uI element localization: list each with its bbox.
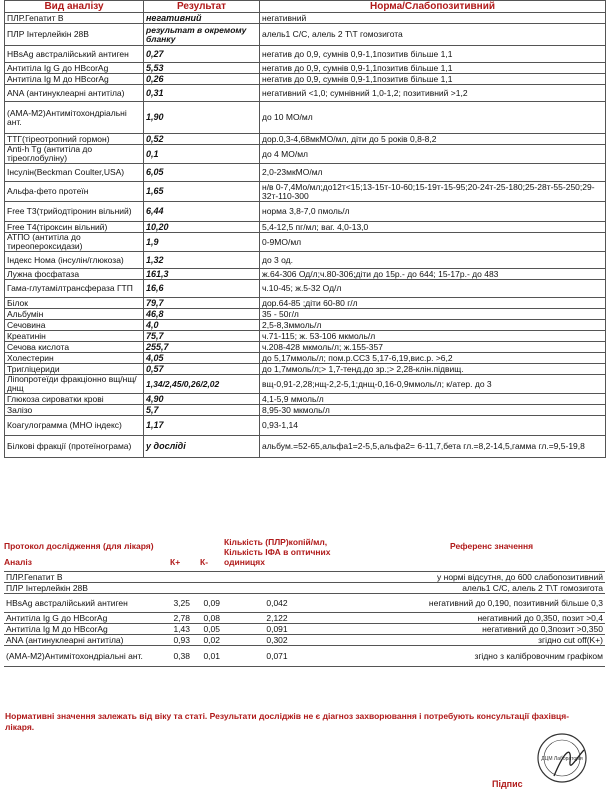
lab-report [4, 0, 605, 458]
header-analysis: Вид аналізу [5, 1, 144, 13]
analysis-result: 0,1 [144, 145, 260, 164]
protocol-kminus: 0,08 [203, 612, 220, 623]
analysis-result: у досліді [144, 436, 260, 458]
protocol-reference: алель1 С/С, алель 2 Т\Т гомозигота [462, 582, 603, 593]
analysis-name: Антитіла Ig M до HBcorAg [5, 74, 144, 85]
protocol-row [4, 594, 605, 613]
analysis-name: Альфа-фето протеїн [5, 182, 144, 202]
analysis-name: Коагулограмма (МНО індекс) [5, 416, 144, 436]
analysis-name: АТПО (антитіла до тиреопероксидази) [5, 233, 144, 252]
protocol-analysis-name: Антитіла Ig G до HBcorAg [6, 612, 108, 623]
protocol-col-amount: Кількість (ПЛР)копій/мл, Кількість ІФА в оптичних одиницях [224, 537, 331, 567]
table-row [5, 134, 606, 145]
analysis-name: Гама-глутамілтрансфераза ГТП [5, 280, 144, 298]
analysis-result: 79,7 [144, 298, 260, 309]
analysis-result: 5,7 [144, 405, 260, 416]
analysis-norm: 2,5-8,3ммоль/л [260, 320, 606, 331]
analysis-result: 1,9 [144, 233, 260, 252]
protocol-analysis-name: ANA (антинуклеарні антитіла) [6, 634, 124, 645]
analysis-name: Креатинін [5, 331, 144, 342]
analysis-name: HBsAg австралійський антиген [5, 46, 144, 63]
protocol-header [4, 535, 605, 571]
analysis-result: 255,7 [144, 342, 260, 353]
results-body [5, 13, 606, 458]
analysis-norm: н/в 0-7,4Мо/мл;до12т<15;13-15т-10-60;15-19т-15-95;20-24т-25-180;25-28т-55-250;29-32т-110-300 [260, 182, 606, 202]
analysis-norm: вщ-0,91-2,28;нщ-2,2-5,1;днщ-0,16-0,9ммоль/л; к/атер. до 3 [260, 375, 606, 394]
table-row [5, 13, 606, 24]
analysis-norm: 35 - 50г/л [260, 309, 606, 320]
analysis-result: 10,20 [144, 222, 260, 233]
protocol-kplus: 0,38 [173, 650, 190, 661]
table-row [5, 269, 606, 280]
analysis-result: 0,27 [144, 46, 260, 63]
analysis-norm: 0-9МО/мл [260, 233, 606, 252]
protocol-col-kminus: К- [200, 557, 209, 567]
analysis-norm: 8,95-30 мкмоль/л [260, 405, 606, 416]
protocol-amount: 2,122 [266, 612, 288, 623]
protocol-col-reference: Референс значення [450, 541, 534, 551]
table-row [5, 342, 606, 353]
analysis-result: результат в окремому бланку [144, 24, 260, 46]
analysis-result: 0,26 [144, 74, 260, 85]
analysis-norm: негатив до 0,9, сумнів 0,9-1,1позитив більше 1,1 [260, 74, 606, 85]
protocol-analysis-name: (AMA-M2)Антимітохондріальні ант. [6, 650, 143, 661]
protocol-kplus: 1,43 [173, 623, 190, 634]
protocol-kplus: 2,78 [173, 612, 190, 623]
analysis-result: 1,65 [144, 182, 260, 202]
analysis-result: 0,52 [144, 134, 260, 145]
table-row [5, 233, 606, 252]
protocol-row [4, 635, 605, 646]
analysis-name: Глюкоза сироватки крові [5, 394, 144, 405]
table-row [5, 46, 606, 63]
analysis-norm: негативний <1,0; сумнівний 1,0-1,2; позитивний >1,2 [260, 85, 606, 102]
table-row [5, 24, 606, 46]
analysis-result: 4,0 [144, 320, 260, 331]
analysis-result: 6,05 [144, 164, 260, 182]
protocol-kminus: 0,09 [203, 597, 220, 608]
table-row [5, 85, 606, 102]
protocol-body [4, 572, 605, 667]
header-norm: Норма/Слабопозитивний [260, 1, 606, 13]
stamp-text: ДЦМ Лабораторія [541, 756, 583, 762]
table-row [5, 164, 606, 182]
analysis-result: 46,8 [144, 309, 260, 320]
analysis-norm: негатив до 0,9, сумнів 0,9-1,1позитив більше 1,1 [260, 63, 606, 74]
protocol-section [4, 535, 605, 667]
protocol-row [4, 646, 605, 667]
analysis-result: 4,05 [144, 353, 260, 364]
protocol-amount [222, 583, 332, 594]
analysis-norm: 5,4-12,5 пг/мл; ваг. 4,0-13,0 [260, 222, 606, 233]
protocol-kminus [192, 572, 222, 583]
table-row [5, 375, 606, 394]
protocol-kminus: 0,02 [203, 634, 220, 645]
protocol-reference: негативний до 0,350, позит >0,4 [477, 612, 603, 623]
analysis-name: Anti-h Tg (антитіла до тіреоглобуліну) [5, 145, 144, 164]
analysis-name: Антитіла Ig G до HBcorAg [5, 63, 144, 74]
protocol-reference: негативний до 0,3позит >0,350 [482, 623, 603, 634]
protocol-row [4, 572, 605, 583]
analysis-norm: ч.10-45; ж.5-32 Од/л [260, 280, 606, 298]
protocol-amount: 0,302 [266, 634, 288, 645]
analysis-name: Free T4(тіроксин вільний) [5, 222, 144, 233]
analysis-norm: дор.0,3-4,68мкМО/мл, діти до 5 років 0,8-8,2 [260, 134, 606, 145]
protocol-table [4, 571, 605, 667]
analysis-name: ПЛР.Гепатит В [5, 13, 144, 24]
analysis-norm: до 4 МО/мл [260, 145, 606, 164]
protocol-kplus [162, 572, 192, 583]
protocol-analysis-name: ПЛР Інтерлейкін 28В [6, 582, 88, 593]
protocol-reference: негативний до 0,190, позитивний більше 0,3 [428, 597, 603, 608]
analysis-name: ТТГ(тіреотропний гормон) [5, 134, 144, 145]
protocol-title: Протокол дослідження (для лікаря) [4, 541, 154, 551]
protocol-kminus: 0,01 [203, 650, 220, 661]
protocol-col-kplus: К+ [170, 557, 181, 567]
analysis-norm: ч.208-428 мкмоль/л; ж.155-357 [260, 342, 606, 353]
protocol-reference: згідно cut off(K+) [538, 634, 603, 645]
table-row [5, 298, 606, 309]
analysis-result: 6,44 [144, 202, 260, 222]
analysis-result: 1,17 [144, 416, 260, 436]
protocol-kminus [192, 583, 222, 594]
analysis-norm: до 3 од. [260, 252, 606, 269]
analysis-name: Білкові фракції (протеїнограма) [5, 436, 144, 458]
protocol-amount: 0,042 [266, 597, 288, 608]
table-row [5, 364, 606, 375]
analysis-result: 16,6 [144, 280, 260, 298]
protocol-row [4, 583, 605, 594]
table-row [5, 436, 606, 458]
results-table [4, 0, 606, 458]
analysis-name: Сечовина [5, 320, 144, 331]
seal-stamp [536, 732, 588, 784]
disclaimer-note: Нормативні значення залежать від віку та статі. Результати досліджів не є діагноз захворювання і потребують консультації фахівця-лікаря. [5, 711, 570, 732]
analysis-norm: до 1,7ммоль/л;> 1,7-тенд.до зр.;> 2,28-клін.підвищ. [260, 364, 606, 375]
table-row [5, 405, 606, 416]
analysis-result: 4,90 [144, 394, 260, 405]
table-row [5, 222, 606, 233]
table-row [5, 280, 606, 298]
analysis-name: Залізо [5, 405, 144, 416]
table-row [5, 394, 606, 405]
table-row [5, 416, 606, 436]
table-row [5, 63, 606, 74]
analysis-result: 1,34/2,45/0,26/2,02 [144, 375, 260, 394]
protocol-amount [222, 572, 332, 583]
analysis-name: ANA (антинуклеарні антитіла) [5, 85, 144, 102]
analysis-name: Тригліцериди [5, 364, 144, 375]
protocol-analysis-name: ПЛР.Гепатит В [6, 571, 63, 582]
analysis-norm: ж.64-306 Од/л;ч.80-306;діти до 15р.- до 644; 15-17р.- до 483 [260, 269, 606, 280]
analysis-norm: до 5,17ммоль/л; пом.р.СС3 5,17-6,19,вис.р. >6,2 [260, 353, 606, 364]
protocol-row [4, 613, 605, 624]
protocol-analysis-name: Антитіла Ig M до HBcorAg [6, 623, 108, 634]
protocol-row [4, 624, 605, 635]
table-row [5, 309, 606, 320]
protocol-kplus: 0,93 [173, 634, 190, 645]
analysis-result: негативний [144, 13, 260, 24]
analysis-name: (AMA-M2)Антимітохондріальні ант. [5, 102, 144, 134]
table-row [5, 331, 606, 342]
protocol-kplus [162, 583, 192, 594]
table-row [5, 320, 606, 331]
table-row [5, 102, 606, 134]
protocol-kplus: 3,25 [173, 597, 190, 608]
analysis-name: Інсулін(Beckman Coulter,USA) [5, 164, 144, 182]
analysis-norm: ч.71-115; ж. 53-106 мкмоль/л [260, 331, 606, 342]
analysis-norm: 0,93-1,14 [260, 416, 606, 436]
results-header-row [5, 1, 606, 13]
table-row [5, 252, 606, 269]
protocol-amount: 0,071 [266, 650, 288, 661]
analysis-norm: 2,0-23мкМО/мл [260, 164, 606, 182]
analysis-name: Ліпопротеїди фракціонно вщ/нщ/днщ [5, 375, 144, 394]
protocol-reference: у нормі відсутня, до 600 слабопозитивний [437, 571, 603, 582]
table-row [5, 353, 606, 364]
analysis-name: Альбумін [5, 309, 144, 320]
table-row [5, 74, 606, 85]
analysis-name: Сечова кислота [5, 342, 144, 353]
table-row [5, 182, 606, 202]
analysis-result: 75,7 [144, 331, 260, 342]
table-row [5, 202, 606, 222]
analysis-result: 1,90 [144, 102, 260, 134]
analysis-norm: альбум.=52-65,альфа1=2-5,5,альфа2= 6-11,7,бета гл.=8,2-14,5,гамма гл.=9,5-19,8 [260, 436, 606, 458]
analysis-name: Індекс Нома (інсулін/глюкоза) [5, 252, 144, 269]
analysis-result: 161,3 [144, 269, 260, 280]
analysis-norm: негатив до 0,9, сумнів 0,9-1,1позитив більше 1,1 [260, 46, 606, 63]
analysis-name: Білок [5, 298, 144, 309]
analysis-result: 1,32 [144, 252, 260, 269]
protocol-col-analysis: Аналіз [4, 557, 32, 567]
analysis-name: Холестерин [5, 353, 144, 364]
protocol-amount: 0,091 [266, 623, 288, 634]
protocol-kminus: 0,05 [203, 623, 220, 634]
protocol-reference: згідно з калібровочним графіком [474, 650, 603, 661]
analysis-norm: дор.64-85 ;діти 60-80 г/л [260, 298, 606, 309]
analysis-norm: негативний [260, 13, 606, 24]
analysis-name: ПЛР Інтерлейкін 28В [5, 24, 144, 46]
signature-label: Підпис [492, 779, 523, 789]
analysis-name: Лужна фосфатаза [5, 269, 144, 280]
analysis-norm: 4,1-5,9 ммоль/л [260, 394, 606, 405]
analysis-norm: до 10 МО/мл [260, 102, 606, 134]
protocol-analysis-name: HBsAg австралійський антиген [6, 597, 128, 608]
header-result: Результат [144, 1, 260, 13]
table-row [5, 145, 606, 164]
analysis-result: 0,31 [144, 85, 260, 102]
analysis-norm: алель1 С/С, алель 2 Т\Т гомозигота [260, 24, 606, 46]
analysis-name: Free T3(трийодтіронин вільний) [5, 202, 144, 222]
analysis-result: 0,57 [144, 364, 260, 375]
analysis-norm: норма 3,8-7,0 пмоль/л [260, 202, 606, 222]
analysis-result: 5,53 [144, 63, 260, 74]
